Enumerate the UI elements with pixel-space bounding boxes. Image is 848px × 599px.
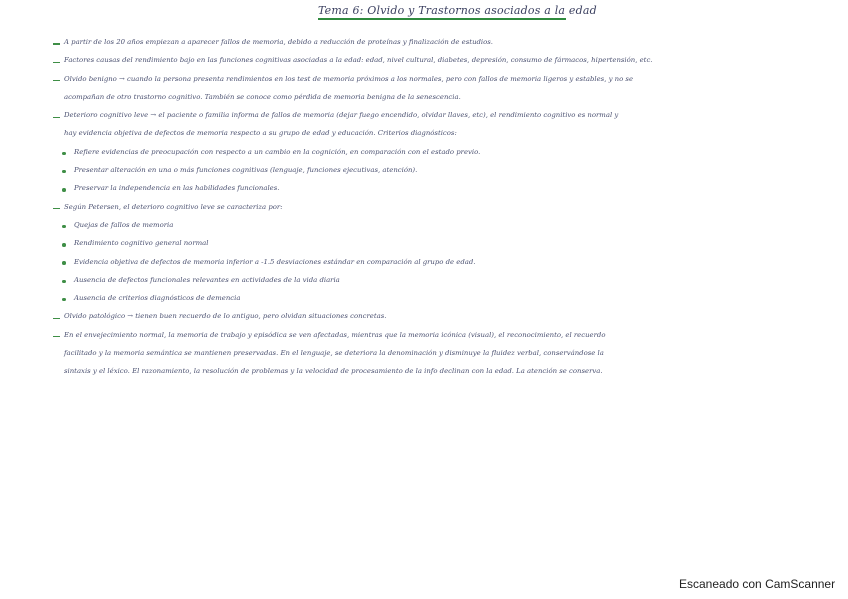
note-text: Evidencia objetiva de defectos de memoria inferior a -1.5 desviaciones estándar en comparación al grupo de edad.	[74, 257, 476, 266]
note-text: Preservar la independencia en las habilidades funcionales.	[74, 184, 280, 193]
bullet-item	[48, 221, 828, 239]
notes-list	[48, 38, 828, 386]
dash-item	[48, 38, 828, 56]
bullet-item	[48, 258, 828, 276]
note-text: Deterioro cognitivo leve → el paciente o familia informa de fallos de memoria (dejar fuego encendido, olvidar llaves, etc), el rendimiento cognitivo es normal y	[64, 111, 619, 120]
dash-item	[48, 331, 828, 349]
bullet-dot-icon	[54, 148, 74, 157]
dash-marker-icon	[48, 203, 64, 212]
dash-marker-icon	[48, 111, 64, 120]
bullet-dot-icon	[54, 184, 74, 193]
dash-marker-icon	[48, 75, 64, 84]
dash-marker-icon	[48, 331, 64, 340]
note-text: Factores causas del rendimiento bajo en las funciones cognitivas asociadas a la edad: edad, nivel cultural, diabetes, depresión, consumo de fármacos, hipertensión, etc.	[64, 56, 653, 65]
bullet-item	[48, 148, 828, 166]
dash-marker-icon	[48, 312, 64, 321]
dash-marker-icon	[48, 56, 64, 65]
dash-item	[48, 203, 828, 221]
title-underline	[318, 18, 566, 20]
page-title: Tema 6: Olvido y Trastornos asociados a la edad	[318, 4, 597, 17]
note-text: Ausencia de defectos funcionales relevantes en actividades de la vida diaria	[74, 275, 340, 284]
note-text: Ausencia de criterios diagnósticos de demencia	[74, 294, 241, 303]
note-text: Olvido benigno → cuando la persona presenta rendimientos en los test de memoria próximos a los normales, pero con fallos de memoria ligeros y estables, y no se	[64, 74, 634, 83]
bullet-dot-icon	[54, 294, 74, 303]
note-text: facilitado y la memoria semántica se mantienen preservadas. En el lenguaje, se deteriora la denominación y disminuye la fluidez verbal, conservándose la	[64, 349, 604, 358]
bullet-item	[48, 239, 828, 257]
bullet-item	[48, 166, 828, 184]
bullet-item	[48, 184, 828, 202]
bullet-dot-icon	[54, 239, 74, 248]
continuation-line	[48, 129, 828, 147]
note-text: Refiere evidencias de preocupación con respecto a un cambio en la cognición, en comparación con el estado previo.	[74, 147, 481, 156]
note-text: Según Petersen, el deterioro cognitivo leve se caracteriza por:	[64, 202, 283, 211]
dash-item	[48, 312, 828, 330]
note-text: Quejas de fallos de memoria	[74, 220, 174, 229]
dash-item	[48, 111, 828, 129]
bullet-dot-icon	[54, 276, 74, 285]
dash-item	[48, 75, 828, 93]
bullet-dot-icon	[54, 258, 74, 267]
scanner-watermark: Escaneado con CamScanner	[679, 577, 836, 591]
note-text: acompañan de otro trastorno cognitivo. También se conoce como pérdida de memoria benigna de la senescencia.	[64, 92, 461, 101]
note-text: A partir de los 20 años empiezan a aparecer fallos de memoria, debido a reducción de proteínas y finalización de estudios.	[64, 38, 493, 46]
note-text: Presentar alteración en una o más funciones cognitivas (lenguaje, funciones ejecutivas, atención).	[74, 166, 418, 175]
continuation-line	[48, 349, 828, 367]
dash-item	[48, 56, 828, 74]
continuation-line	[48, 93, 828, 111]
continuation-line	[48, 367, 828, 385]
note-text: Olvido patológico → tienen buen recuerdo de lo antiguo, pero olvidan situaciones concretas.	[64, 312, 387, 321]
note-text: En el envejecimiento normal, la memoria de trabajo y episódica se ven afectadas, mientras que la memoria icónica (visual), el reconocimiento, el recuerdo	[64, 330, 606, 339]
note-text: Rendimiento cognitivo general normal	[74, 239, 209, 248]
bullet-dot-icon	[54, 166, 74, 175]
bullet-item	[48, 294, 828, 312]
dash-marker-icon	[48, 38, 64, 47]
bullet-dot-icon	[54, 221, 74, 230]
note-text: sintaxis y el léxico. El razonamiento, la resolución de problemas y la velocidad de procesamiento de la info declinan con la edad. La atención se conserva.	[64, 367, 603, 376]
note-text: hay evidencia objetiva de defectos de memoria respecto a su grupo de edad y educación. Criterios diagnósticos:	[64, 129, 457, 138]
bullet-item	[48, 276, 828, 294]
